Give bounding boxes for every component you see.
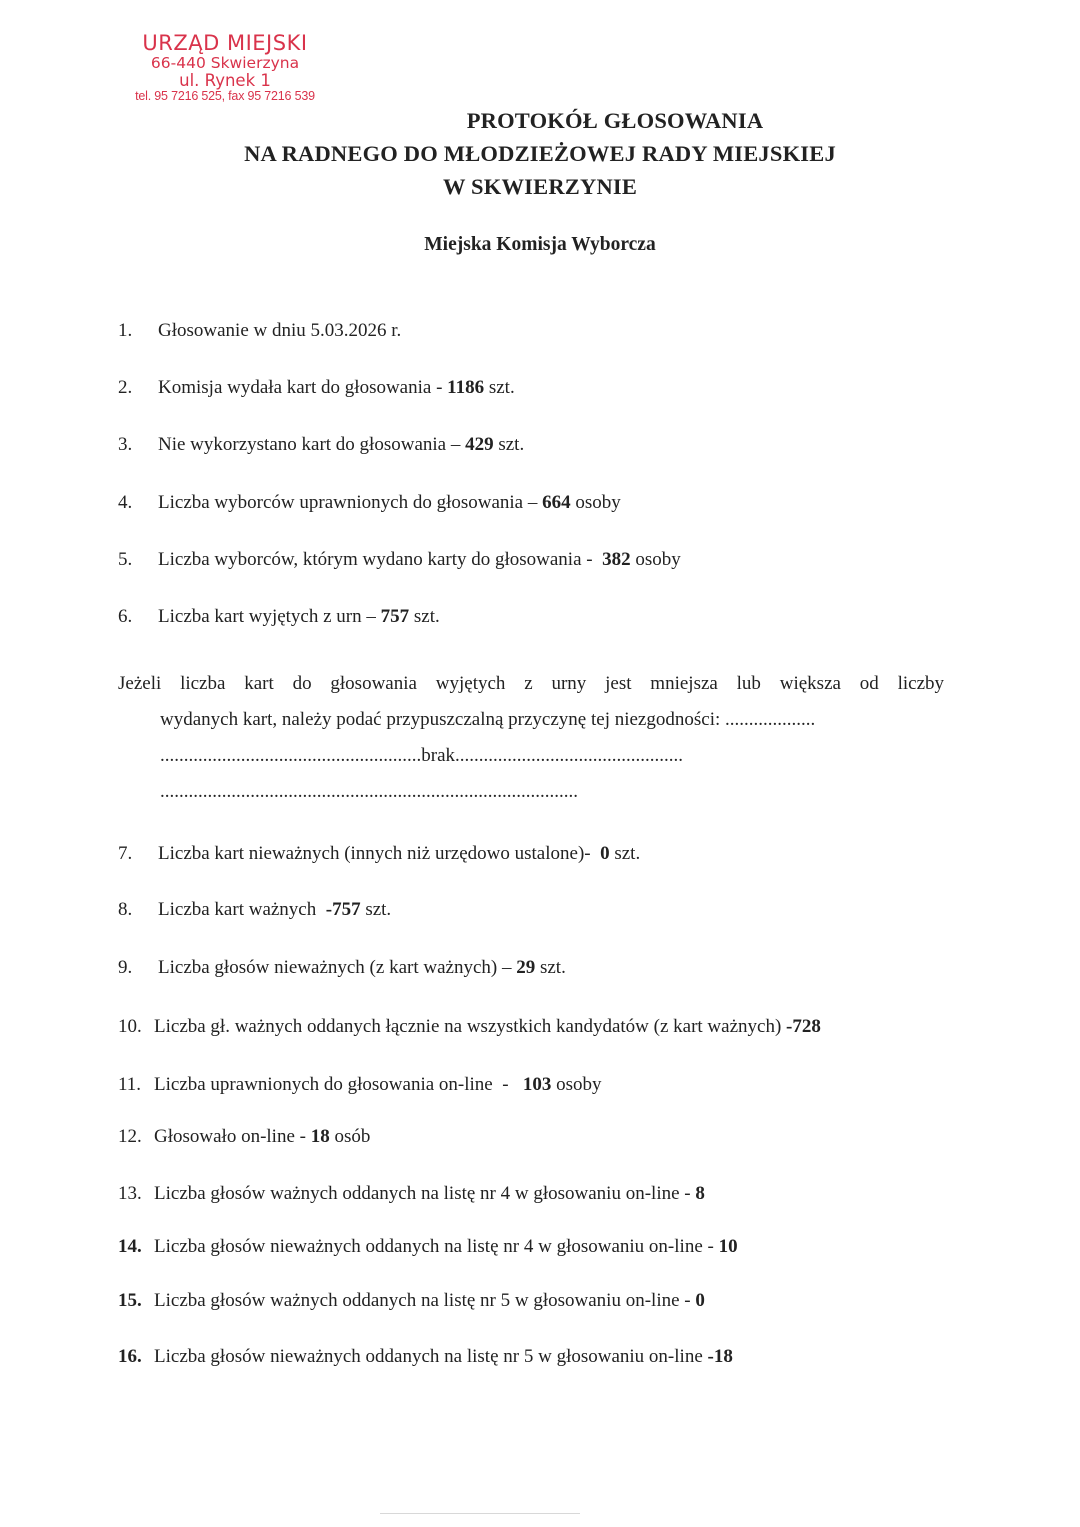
discrepancy-line-1: Jeżeli liczba kart do głosowania wyjętych z urny jest mniejsza lub większa od liczby — [118, 673, 944, 694]
stamp-phone-fax: tel. 95 7216 525, fax 95 7216 539 — [135, 89, 315, 104]
item-unit: osoby — [630, 549, 681, 570]
item-unit: szt. — [484, 377, 515, 398]
protocol-item — [118, 606, 440, 628]
item-number: 10. — [118, 1016, 142, 1037]
protocol-item — [118, 1016, 821, 1038]
item-value: 8 — [695, 1183, 705, 1204]
item-value: -18 — [707, 1346, 733, 1367]
item-value: -728 — [786, 1016, 821, 1037]
discrepancy-line-4: ........................................................................................ — [160, 781, 578, 802]
item-number: 2. — [118, 377, 133, 398]
item-number: 12. — [118, 1126, 142, 1147]
item-number: 14. — [118, 1236, 142, 1257]
protocol-item — [118, 377, 515, 399]
protocol-item — [118, 549, 681, 571]
stamp-postal-code: 66-440 Skwierzyna — [150, 54, 300, 73]
dots-prefix: ....................................................... — [160, 745, 422, 766]
title-line-2: NA RADNEGO DO MŁODZIEŻOWEJ RADY MIEJSKIEJ — [244, 141, 836, 166]
item-text: Liczba głosów nieważnych oddanych na listę nr 4 w głosowaniu on-line - — [154, 1236, 719, 1257]
protocol-item — [118, 899, 391, 921]
item-text: Nie wykorzystano kart do głosowania – — [158, 434, 466, 455]
item-unit: szt. — [609, 843, 641, 864]
discrepancy-paragraph — [118, 666, 944, 810]
item-number: 16. — [118, 1346, 142, 1367]
item-text: Liczba głosów nieważnych (z kart ważnych) – — [158, 957, 517, 978]
protocol-item — [118, 843, 640, 865]
item-value: 1186 — [447, 377, 485, 398]
item-text: Liczba głosów ważnych oddanych na listę nr 4 w głosowaniu on-line - — [154, 1183, 696, 1204]
title-line-1: PROTOKÓŁ GŁOSOWANIA — [466, 108, 764, 133]
item-text: Komisja wydała kart do głosowania - — [158, 377, 448, 398]
discrepancy-answer: brak — [421, 745, 456, 766]
office-stamp — [100, 32, 350, 104]
protocol-item — [118, 1236, 738, 1258]
item-text: Głosowanie w dniu 5.03.2026 r. — [158, 320, 402, 341]
stamp-street: ul. Rynek 1 — [179, 71, 271, 91]
protocol-item — [118, 1074, 601, 1096]
item-value: 429 — [465, 434, 494, 455]
item-number: 1. — [118, 320, 133, 341]
item-value: 0 — [600, 843, 610, 864]
item-number: 5. — [118, 549, 133, 570]
item-unit: szt. — [360, 899, 392, 920]
item-text: Liczba głosów nieważnych oddanych na listę nr 5 w głosowaniu on-line — [154, 1346, 708, 1367]
item-text: Liczba wyborców, którym wydano karty do głosowania - — [158, 549, 603, 570]
item-text: Liczba gł. ważnych oddanych łącznie na wszystkich kandydatów (z kart ważnych) — [154, 1016, 787, 1037]
item-value: 757 — [380, 606, 410, 627]
item-unit: szt. — [409, 606, 440, 627]
item-value: 29 — [516, 957, 536, 978]
discrepancy-answer-line — [118, 738, 944, 774]
protocol-item — [118, 320, 401, 342]
title-line-3: W SKWIERZYNIE — [442, 174, 638, 199]
item-text: Liczba uprawnionych do głosowania on-line - — [154, 1074, 523, 1095]
stamp-office-name: URZĄD MIEJSKI — [142, 31, 308, 55]
item-number: 3. — [118, 434, 133, 455]
item-value: 664 — [542, 492, 571, 513]
item-value: 18 — [310, 1126, 330, 1147]
item-unit: osoby — [551, 1074, 602, 1095]
scan-edge-line — [380, 1513, 580, 1514]
protocol-item — [118, 957, 566, 979]
protocol-item — [118, 1346, 733, 1368]
item-text: Liczba kart ważnych — [158, 899, 326, 920]
item-number: 11. — [118, 1074, 142, 1095]
item-text: Liczba wyborców uprawnionych do głosowania – — [158, 492, 543, 513]
item-value: -757 — [325, 899, 361, 920]
item-text: Liczba kart nieważnych (innych niż urzędowo ustalone)- — [158, 843, 601, 864]
protocol-item — [118, 1290, 705, 1312]
protocol-item — [118, 1126, 370, 1148]
item-value: 382 — [602, 549, 631, 570]
item-number: 8. — [118, 899, 133, 920]
item-text: Liczba głosów ważnych oddanych na listę nr 5 w głosowaniu on-line - — [154, 1290, 696, 1311]
item-number: 7. — [118, 843, 133, 864]
item-unit: osoby — [570, 492, 621, 513]
item-unit: szt. — [535, 957, 566, 978]
item-number: 15. — [118, 1290, 142, 1311]
discrepancy-line-2: wydanych kart, należy podać przypuszczalną przyczynę tej niezgodności: ................... — [160, 709, 816, 730]
item-unit: szt. — [493, 434, 525, 455]
item-value: 103 — [522, 1074, 552, 1095]
item-value: 10 — [718, 1236, 738, 1257]
dots-suffix: ................................................ — [455, 745, 684, 766]
item-value: 0 — [695, 1290, 705, 1311]
item-number: 13. — [118, 1183, 142, 1204]
item-number: 9. — [118, 957, 133, 978]
protocol-item — [118, 1183, 705, 1205]
item-number: 4. — [118, 492, 133, 513]
committee-name: Miejska Komisja Wyborcza — [424, 234, 656, 255]
item-number: 6. — [118, 606, 133, 627]
document-title — [0, 104, 1080, 203]
protocol-item — [118, 492, 621, 514]
item-text: Liczba kart wyjętych z urn – — [158, 606, 381, 627]
protocol-item — [118, 434, 524, 456]
item-unit: osób — [329, 1126, 371, 1147]
item-text: Głosowało on-line - — [154, 1126, 311, 1147]
